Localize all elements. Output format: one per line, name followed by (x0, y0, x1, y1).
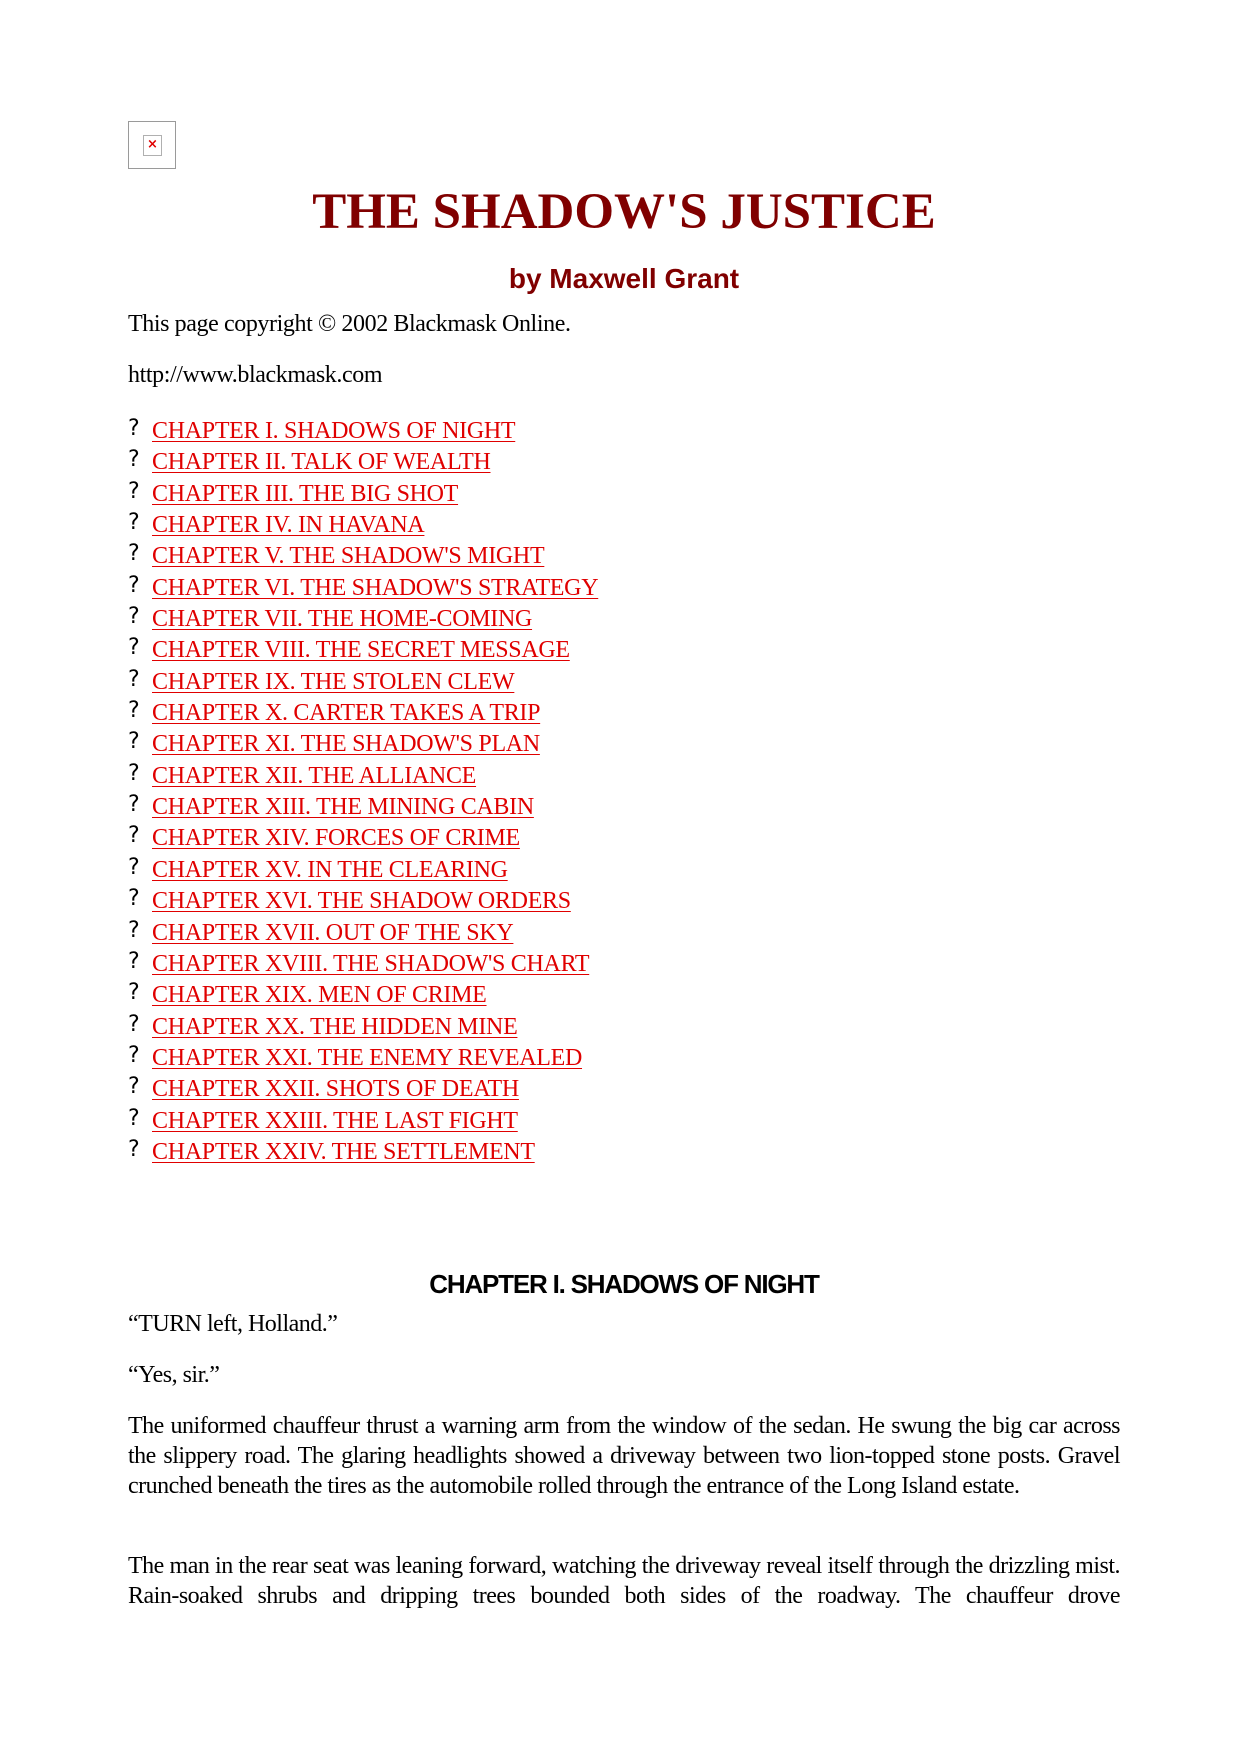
toc-bullet: ? (128, 917, 140, 943)
toc-item (128, 541, 1120, 572)
source-url: http://www.blackmask.com (128, 362, 383, 388)
toc-item (128, 855, 1120, 886)
toc-bullet: ? (128, 729, 140, 755)
toc-chapter-link[interactable]: CHAPTER VIII. THE SECRET MESSAGE (152, 637, 570, 664)
paragraph: “Yes, sir.” (128, 1362, 220, 1388)
toc-chapter-link[interactable]: CHAPTER III. THE BIG SHOT (152, 480, 459, 507)
toc-chapter-link[interactable]: CHAPTER X. CARTER TAKES A TRIP (152, 700, 541, 727)
toc-item (128, 510, 1120, 541)
toc-bullet: ? (128, 1105, 140, 1131)
toc-bullet: ? (128, 416, 140, 441)
toc-item (128, 698, 1120, 729)
toc-chapter-link[interactable]: CHAPTER XIX. MEN OF CRIME (152, 982, 487, 1009)
toc-bullet: ? (128, 823, 140, 849)
toc-bullet: ? (128, 760, 140, 786)
broken-image-placeholder (128, 121, 176, 169)
toc-chapter-link[interactable]: CHAPTER XVIII. THE SHADOW'S CHART (152, 950, 590, 977)
paragraph: The uniformed chauffeur thrust a warning arm from the window of the sedan. He swung the big car across the slippery road. The glaring headlights showed a driveway between two lion-topped stone posts. Gravel crunched beneath the tires as the automobile rolled through the entrance of the Long Island estate. (128, 1413, 1120, 1499)
toc-item (128, 886, 1120, 917)
author-byline: by Maxwell Grant (508, 263, 740, 294)
toc-bullet: ? (128, 635, 140, 661)
toc-item (128, 479, 1120, 510)
toc-item (128, 980, 1120, 1011)
chapter-heading: CHAPTER I. SHADOWS OF NIGHT (429, 1269, 819, 1299)
toc-bullet: ? (128, 854, 140, 880)
toc-chapter-link[interactable]: CHAPTER XIII. THE MINING CABIN (152, 794, 534, 821)
toc-chapter-link[interactable]: CHAPTER XXIII. THE LAST FIGHT (152, 1107, 518, 1134)
toc-bullet: ? (128, 447, 140, 473)
toc-item (128, 1043, 1120, 1074)
toc-item (128, 761, 1120, 792)
toc-bullet: ? (128, 1011, 140, 1037)
toc-bullet: ? (128, 792, 140, 818)
toc-bullet: ? (128, 1042, 140, 1068)
toc-chapter-link[interactable]: CHAPTER VI. THE SHADOW'S STRATEGY (152, 574, 599, 601)
toc-chapter-link[interactable]: CHAPTER IV. IN HAVANA (152, 512, 425, 539)
toc-bullet: ? (128, 541, 140, 567)
toc-chapter-link[interactable]: CHAPTER XXII. SHOTS OF DEATH (152, 1076, 519, 1103)
toc-chapter-link[interactable]: CHAPTER XX. THE HIDDEN MINE (152, 1013, 518, 1040)
toc-item (128, 416, 1120, 447)
paragraph: The man in the rear seat was leaning forward, watching the driveway reveal itself through the drizzling mist. Rain-soaked shrubs and dripping trees bounded both sides of the roadway. The chauffeur drove (128, 1553, 1120, 1609)
toc-bullet: ? (128, 666, 140, 692)
toc-chapter-link[interactable]: CHAPTER V. THE SHADOW'S MIGHT (152, 543, 545, 570)
toc-bullet: ? (128, 478, 140, 504)
toc-chapter-link[interactable]: CHAPTER XIV. FORCES OF CRIME (152, 825, 520, 852)
toc-bullet: ? (128, 980, 140, 1006)
toc-bullet: ? (128, 510, 140, 536)
toc-bullet: ? (128, 948, 140, 974)
toc-item (128, 949, 1120, 980)
toc-chapter-link[interactable]: CHAPTER XVI. THE SHADOW ORDERS (152, 888, 571, 915)
toc-bullet: ? (128, 572, 140, 598)
toc-item (128, 573, 1120, 604)
broken-image-icon: × (143, 135, 162, 156)
toc-item (128, 667, 1120, 698)
toc-chapter-link[interactable]: CHAPTER XV. IN THE CLEARING (152, 856, 508, 883)
toc-chapter-link[interactable]: CHAPTER VII. THE HOME-COMING (152, 606, 533, 633)
toc-chapter-link[interactable]: CHAPTER XII. THE ALLIANCE (152, 762, 477, 789)
toc-chapter-link[interactable]: CHAPTER XXI. THE ENEMY REVEALED (152, 1044, 583, 1071)
book-title: THE SHADOW'S JUSTICE (312, 184, 936, 240)
toc-item (128, 635, 1120, 666)
toc-chapter-link[interactable]: CHAPTER XXIV. THE SETTLEMENT (152, 1138, 535, 1165)
toc-chapter-link[interactable]: CHAPTER I. SHADOWS OF NIGHT (152, 418, 516, 444)
toc-bullet: ? (128, 886, 140, 912)
toc-item (128, 1137, 1120, 1168)
toc-bullet: ? (128, 1074, 140, 1100)
toc-chapter-link[interactable]: CHAPTER IX. THE STOLEN CLEW (152, 668, 515, 695)
toc-item (128, 1106, 1120, 1137)
toc-item (128, 604, 1120, 635)
toc-bullet: ? (128, 1136, 140, 1162)
toc-item (128, 1012, 1120, 1043)
toc-item (128, 447, 1120, 478)
toc-bullet: ? (128, 604, 140, 630)
toc-chapter-link[interactable]: CHAPTER II. TALK OF WEALTH (152, 449, 491, 476)
paragraph: “TURN left, Holland.” (128, 1311, 338, 1337)
toc-bullet: ? (128, 698, 140, 724)
toc-item (128, 792, 1120, 823)
toc-item (128, 1074, 1120, 1105)
toc-item (128, 823, 1120, 854)
toc-chapter-link[interactable]: CHAPTER XI. THE SHADOW'S PLAN (152, 731, 540, 758)
toc-item (128, 729, 1120, 760)
table-of-contents (128, 416, 1120, 1168)
copyright-notice: This page copyright © 2002 Blackmask Online. (128, 311, 571, 337)
toc-chapter-link[interactable]: CHAPTER XVII. OUT OF THE SKY (152, 919, 514, 946)
toc-item (128, 918, 1120, 949)
